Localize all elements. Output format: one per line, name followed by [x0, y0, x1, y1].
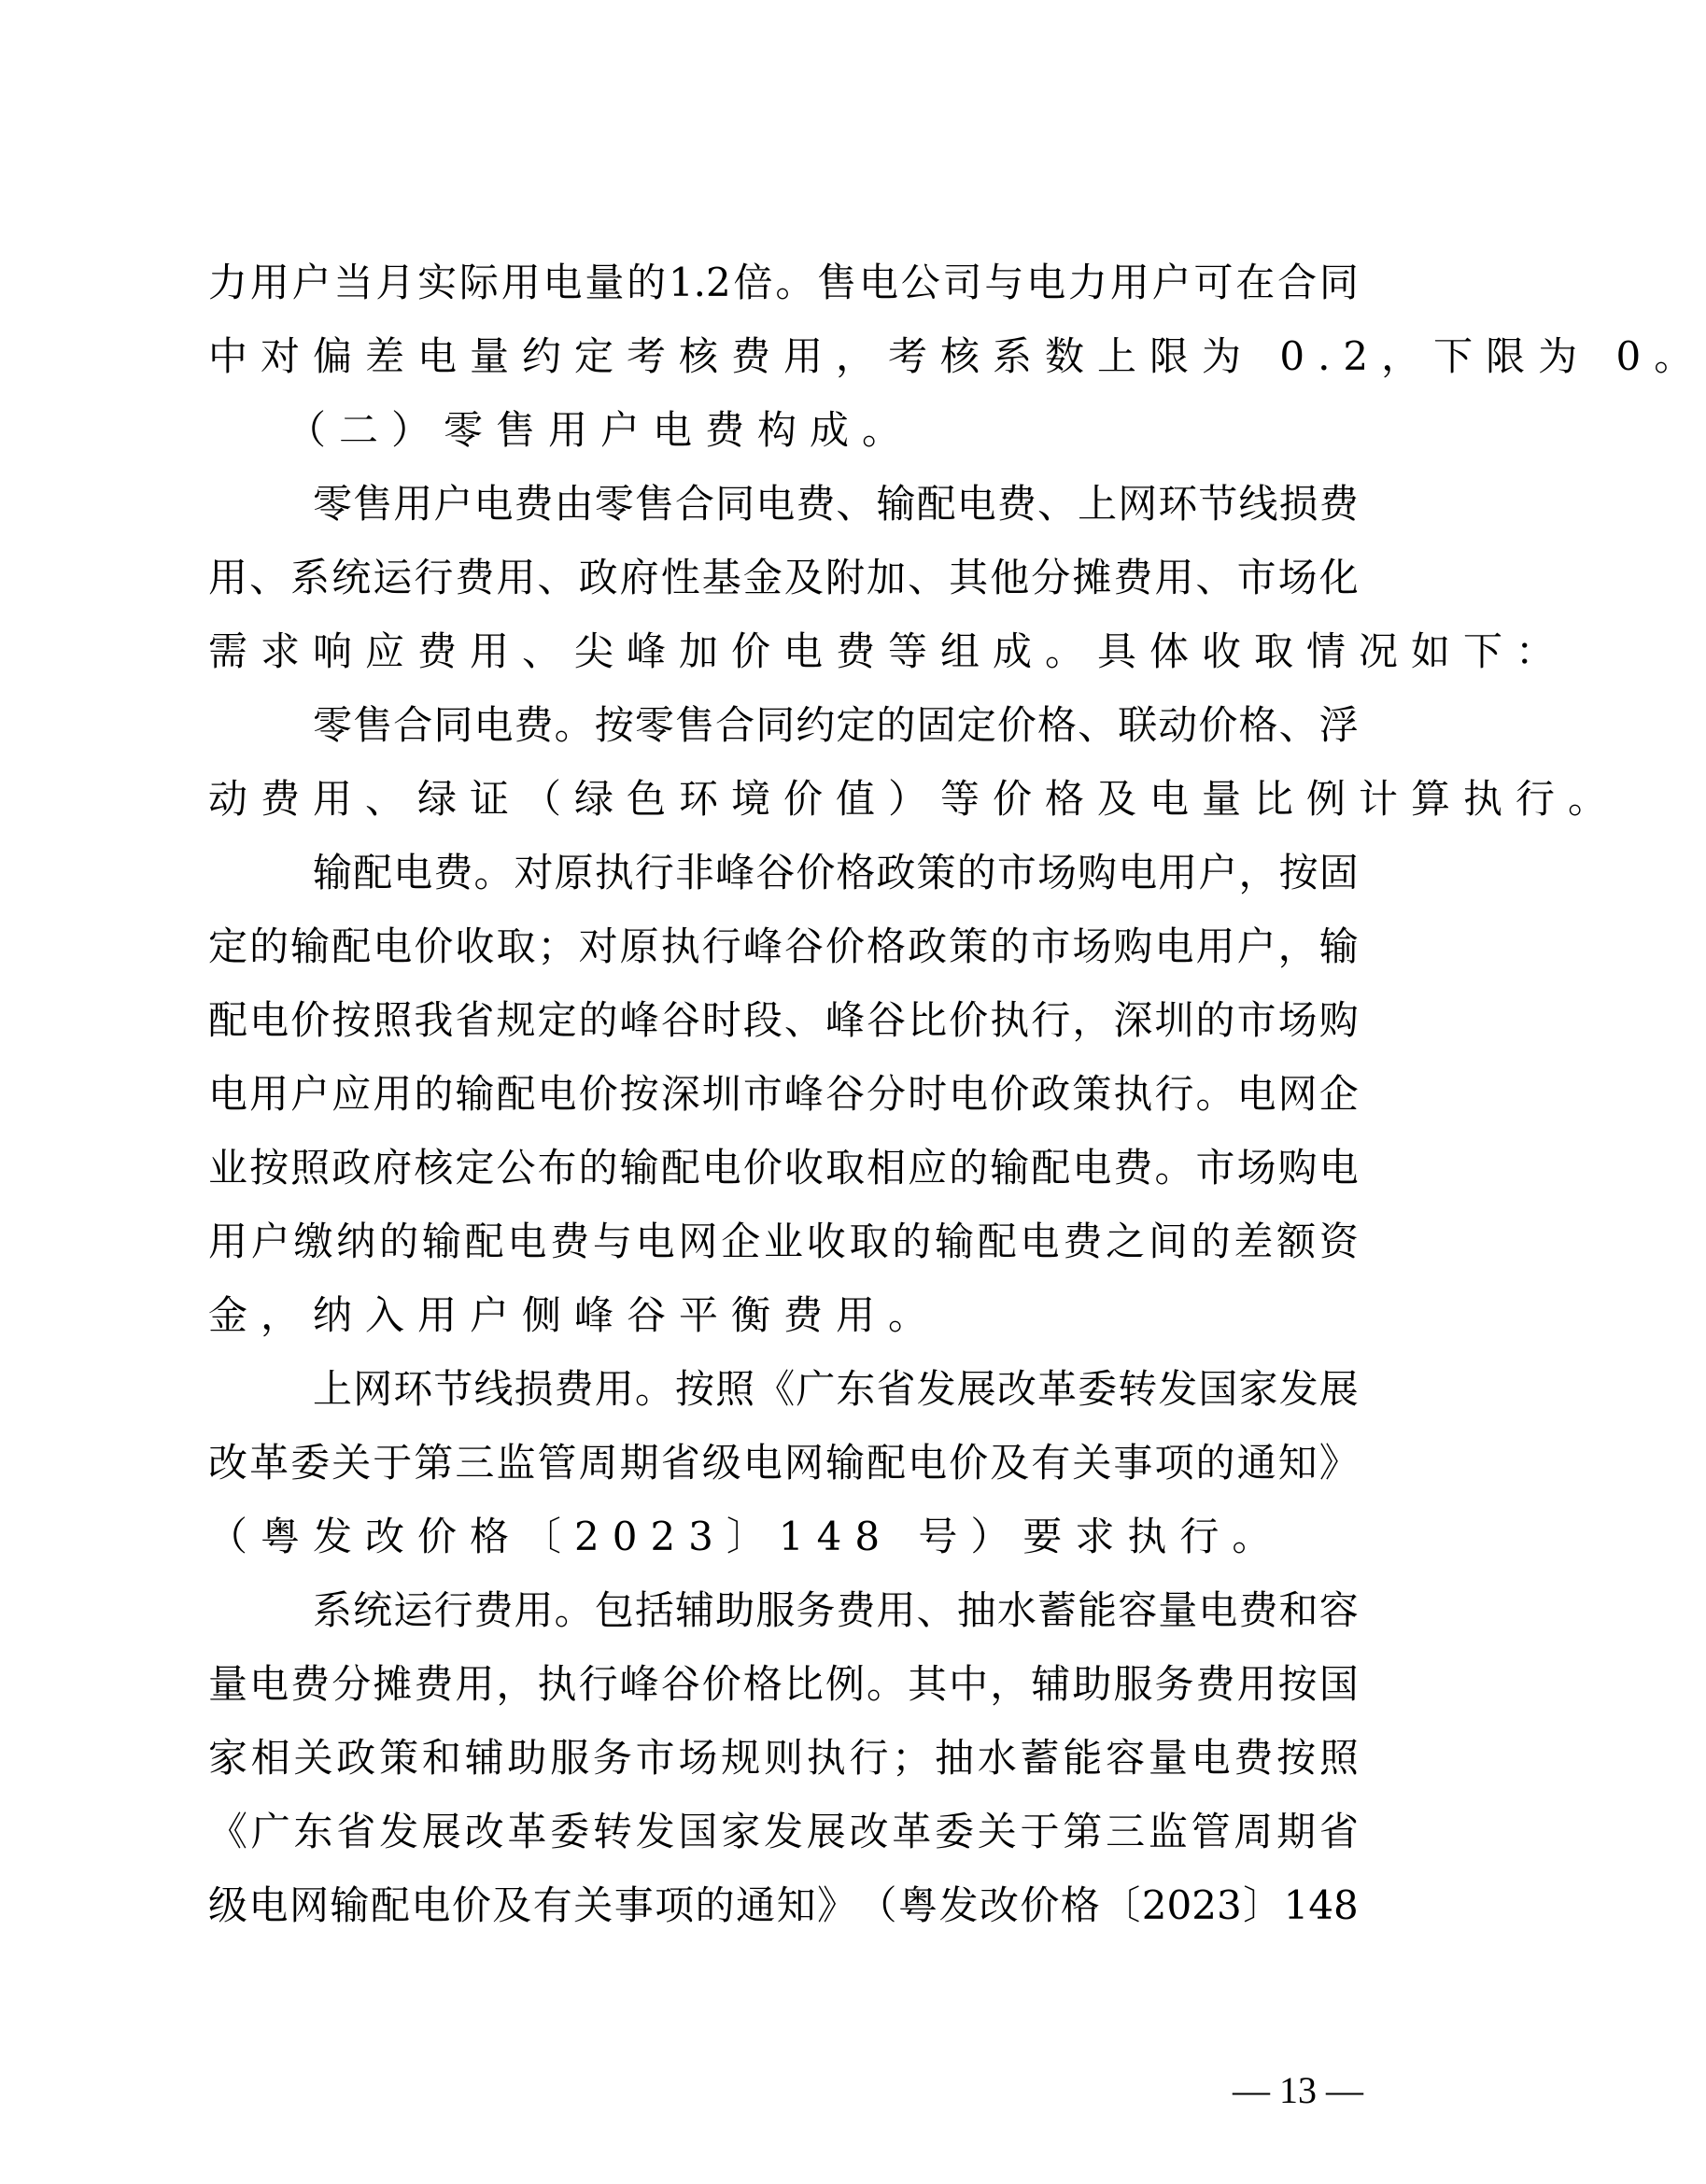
text-line: 零 售 合 同 电 费 。 按 零 售 合 同 约 定 的 固 定 价 格 、 联 动 价 格 、 浮: [313, 702, 1359, 748]
text-line: 输 配 电 费 。 对 原 执 行 非 峰 谷 价 格 政 策 的 市 场 购 电 用 户 ， 按 固: [313, 850, 1359, 895]
page-number: — 13 —: [1233, 2069, 1363, 2111]
text-line: 用 、 系 统 运 行 费 用 、 政 府 性 基 金 及 附 加 、 其 他 分 摊 费 用 、 市 场 化: [208, 555, 1359, 600]
text-line: 金，纳入用户侧峰谷平衡费用。: [208, 1292, 941, 1338]
text-line: 业 按 照 政 府 核 定 公 布 的 输 配 电 价 收 取 相 应 的 输 配 电 费 。 市 场 购 电: [208, 1145, 1359, 1191]
text-line: 动费用、绿证（绿色环境价值）等价格及电量比例计算执行。: [208, 776, 1621, 822]
text-line: 家 相 关 政 策 和 辅 助 服 务 市 场 规 则 执 行 ； 抽 水 蓄 能 容 量 电 费 按 照: [208, 1735, 1359, 1781]
text-line: 系 统 运 行 费 用 。 包 括 辅 助 服 务 费 用 、 抽 水 蓄 能 容 量 电 费 和 容: [313, 1587, 1359, 1633]
text-line: （二）零售用户电费构成。: [287, 407, 915, 453]
text-line: 级 电 网 输 配 电 价 及 有 关 事 项 的 通 知 》 （ 粤 发 改 价 格 〔 2023 〕 148: [208, 1882, 1359, 1928]
text-line: 力 用 户 当 月 实 际 用 电 量 的 1.2 倍 。 售 电 公 司 与 电 力 用 户 可 在 合 同: [208, 260, 1359, 305]
text-line: 改 革 委 关 于 第 三 监 管 周 期 省 级 电 网 输 配 电 价 及 有 关 事 项 的 通 知 》: [208, 1440, 1359, 1486]
text-line: 定 的 输 配 电 价 收 取 ； 对 原 执 行 峰 谷 价 格 政 策 的 市 场 购 电 用 户 ， 输: [208, 923, 1359, 969]
text-line: 用 户 缴 纳 的 输 配 电 费 与 电 网 企 业 收 取 的 输 配 电 费 之 间 的 差 额 资: [208, 1219, 1359, 1264]
text-line: 零 售 用 户 电 费 由 零 售 合 同 电 费 、 输 配 电 费 、 上 网 环 节 线 损 费: [313, 481, 1359, 527]
text-line: 电 用 户 应 用 的 输 配 电 价 按 深 圳 市 峰 谷 分 时 电 价 政 策 执 行 。 电 网 企: [208, 1071, 1359, 1117]
text-line: 配 电 价 按 照 我 省 规 定 的 峰 谷 时 段 、 峰 谷 比 价 执 行 ， 深 圳 的 市 场 购: [208, 997, 1359, 1043]
text-line: 《 广 东 省 发 展 改 革 委 转 发 国 家 发 展 改 革 委 关 于 第 三 监 管 周 期 省: [208, 1809, 1359, 1854]
body-text: [208, 246, 1706, 1942]
text-line: 中对偏差电量约定考核费用，考核系数上限为 0.2，下限为 0。: [208, 333, 1706, 379]
text-line: （粤发改价格〔2023〕148 号）要求执行。: [208, 1514, 1285, 1559]
text-line: 量 电 费 分 摊 费 用 ， 执 行 峰 谷 价 格 比 例 。 其 中 ， 辅 助 服 务 费 用 按 国: [208, 1661, 1359, 1707]
text-line: 需求响应费用、尖峰加价电费等组成。具体收取情况如下：: [208, 628, 1569, 674]
text-line: 上 网 环 节 线 损 费 用 。 按 照 《 广 东 省 发 展 改 革 委 转 发 国 家 发 展: [313, 1366, 1359, 1412]
